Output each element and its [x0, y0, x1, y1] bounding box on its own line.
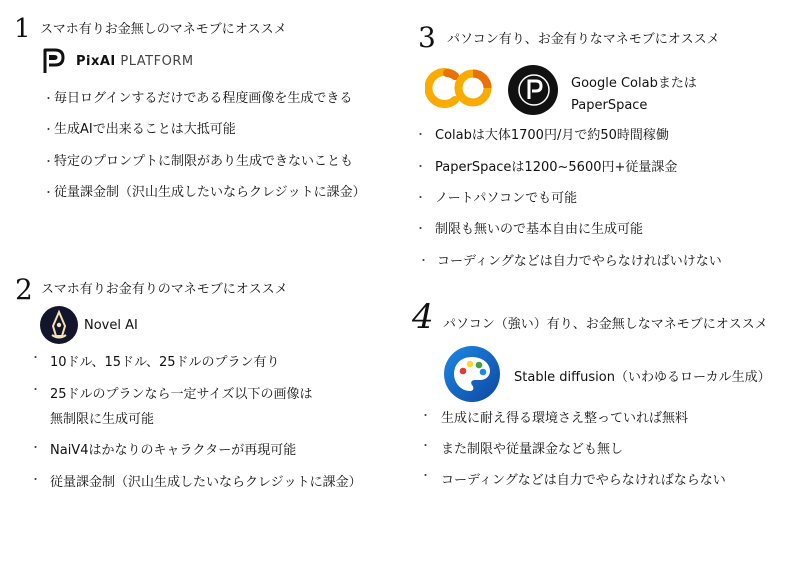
novelai-icon: [40, 306, 78, 344]
bullet: ・: [43, 92, 54, 105]
list-item: 特定のプロンプトに制限があり生成できないことも: [54, 154, 354, 169]
list-item: 25ドルのプランなら一定サイズ以下の画像は: [50, 387, 313, 402]
list-item: 制限も無いので基本自由に生成可能: [435, 222, 644, 237]
list-item: NaiV4はかなりのキャラクターが再現可能: [50, 443, 297, 458]
section-number: 2: [15, 273, 33, 306]
pixai-logo-text: [76, 54, 194, 69]
section-title: パソコン有り、お金有りなマネモブにオススメ: [447, 32, 720, 47]
bullet: ・: [415, 191, 426, 204]
list-item: 従量課金制（沢山生成したいならクレジットに課金）: [54, 185, 366, 200]
list-item: 10ドル、15ドル、25ドルのプラン有り: [50, 355, 280, 370]
list-item: ノートパソコンでも可能: [435, 191, 578, 206]
bullet: ・: [418, 254, 429, 267]
section-number: 3: [418, 21, 436, 54]
list-item: コーディングなどは自力でやらなければならない: [441, 473, 726, 488]
bullet: ・: [420, 439, 431, 452]
colab-paperspace-label-line2: PaperSpace: [571, 98, 648, 113]
colab-co-icon: [425, 67, 493, 109]
bullet: ・: [43, 123, 54, 136]
list-item: 従量課金制（沢山生成したいならクレジットに課金）: [50, 475, 362, 490]
bullet: ・: [415, 222, 426, 235]
bullet: ・: [30, 441, 41, 454]
section-title: スマホ有りお金有りのマネモブにオススメ: [41, 282, 288, 297]
section-title: パソコン（強い）有り、お金無しなマネモブにオススメ: [443, 317, 768, 332]
list-item-continuation: 無制限に生成可能: [50, 412, 155, 427]
bullet: ・: [30, 473, 41, 486]
stable-diffusion-palette-icon: [444, 346, 500, 402]
section-number: 4: [412, 297, 434, 337]
list-item: 毎日ログインするだけである程度画像を生成できる: [54, 91, 353, 106]
pixai-logo-bold: PixAI: [76, 54, 116, 69]
colab-paperspace-label-line1: Google Colabまたは: [571, 76, 697, 91]
list-item: PaperSpaceは1200~5600円+従量課金: [435, 160, 678, 175]
section-title: スマホ有りお金無しのマネモブにオススメ: [40, 22, 287, 37]
bullet: ・: [415, 160, 426, 173]
list-item: また制限や従量課金なども無し: [441, 442, 624, 457]
pixai-p-icon: [41, 47, 67, 75]
pixai-logo-light: PLATFORM: [115, 54, 194, 69]
section-number: 1: [14, 14, 31, 44]
bullet: ・: [30, 383, 41, 396]
bullet: ・: [30, 351, 41, 364]
stable-diffusion-label: Stable diffusion（いわゆるローカル生成）: [514, 370, 771, 385]
novelai-label: Novel AI: [84, 318, 138, 333]
bullet: ・: [420, 469, 431, 482]
list-item: 生成に耐え得る環境さえ整っていれば無料: [441, 411, 689, 426]
bullet: ・: [43, 186, 54, 199]
bullet: ・: [415, 128, 426, 141]
paperspace-p-icon: [508, 65, 558, 115]
list-item: コーディングなどは自力でやらなければいけない: [437, 254, 722, 269]
bullet: ・: [43, 155, 54, 168]
list-item: Colabは大体1700円/月で約50時間稼働: [435, 128, 669, 143]
list-item: 生成AIで出来ることは大抵可能: [54, 122, 236, 137]
bullet: ・: [420, 409, 431, 422]
